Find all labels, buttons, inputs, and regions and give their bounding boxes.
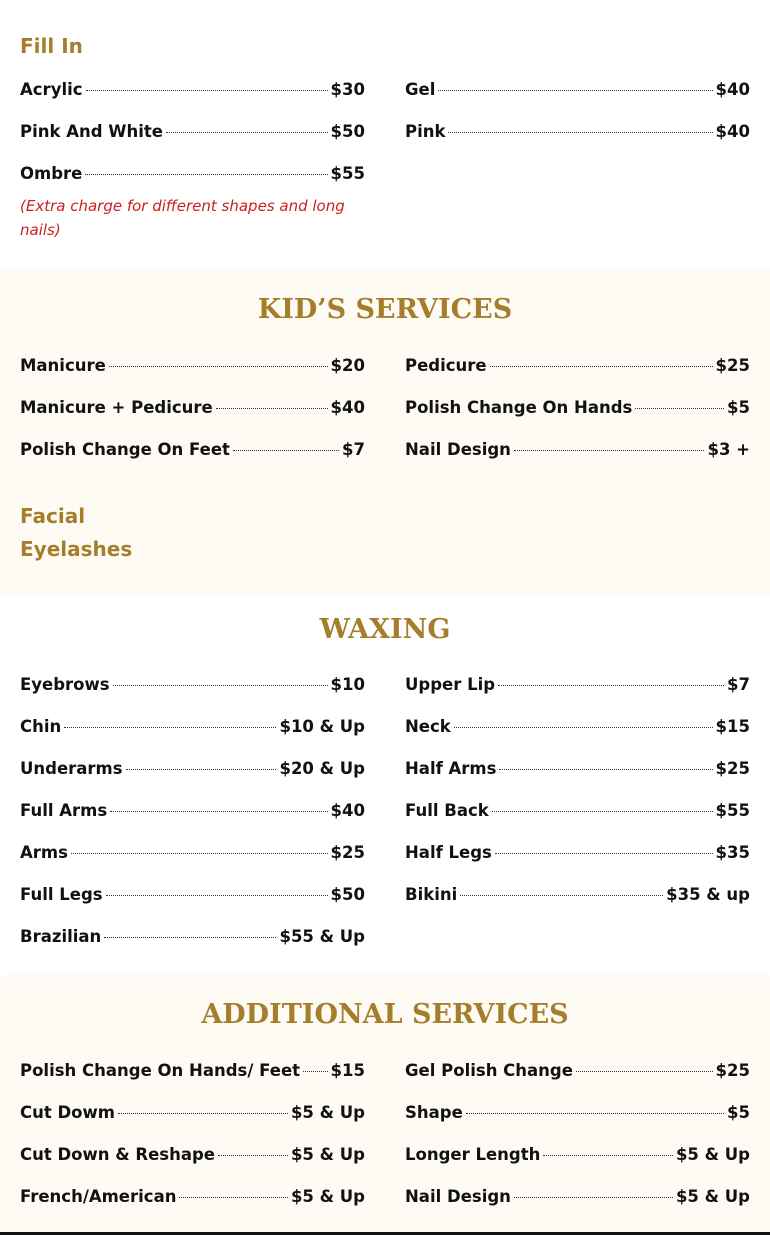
service-price: $5 & Up xyxy=(290,1103,365,1122)
dot-leader xyxy=(216,408,328,409)
service-name: Cut Down & Reshape xyxy=(20,1145,215,1164)
service-price: $40 xyxy=(330,801,365,820)
price-row xyxy=(405,440,750,464)
service-name: Gel xyxy=(405,80,436,99)
price-row xyxy=(20,356,365,380)
extra-charge-note: (Extra charge for different shapes and long nails) xyxy=(20,197,345,239)
service-name: Polish Change On Hands xyxy=(405,398,633,417)
service-price: $10 & Up xyxy=(279,717,365,736)
dot-leader xyxy=(64,727,276,728)
service-price: $50 xyxy=(330,885,365,904)
dot-leader xyxy=(85,174,327,175)
service-name: Underarms xyxy=(20,759,123,778)
service-price: $5 xyxy=(727,398,750,417)
dot-leader xyxy=(454,727,713,728)
service-price: $5 & Up xyxy=(290,1187,365,1206)
price-row xyxy=(405,122,750,146)
price-row xyxy=(405,717,750,741)
dot-leader xyxy=(110,811,327,812)
service-name: Upper Lip xyxy=(405,675,496,694)
price-row xyxy=(20,717,365,741)
price-row xyxy=(20,801,365,825)
price-row xyxy=(20,675,365,699)
service-name: Shape xyxy=(405,1103,463,1122)
service-name: Ombre xyxy=(20,164,83,183)
dot-leader xyxy=(71,853,328,854)
service-price: $25 xyxy=(330,843,365,862)
price-row xyxy=(20,164,365,188)
dot-leader xyxy=(109,366,328,367)
kids-services-title: KID’S SERVICES xyxy=(257,294,513,325)
price-row xyxy=(405,1187,750,1211)
service-price: $25 xyxy=(715,356,750,375)
service-price: $40 xyxy=(330,398,365,417)
service-name: Cut Dowm xyxy=(20,1103,115,1122)
service-price: $35 xyxy=(715,843,750,862)
dot-leader xyxy=(104,937,276,938)
service-price: $40 xyxy=(715,80,750,99)
service-name: Nail Design xyxy=(405,440,511,459)
price-row xyxy=(20,1061,365,1085)
price-row xyxy=(405,80,750,104)
service-price: $7 xyxy=(727,675,750,694)
service-price: $15 xyxy=(330,1061,365,1080)
price-row xyxy=(405,885,750,909)
waxing-title: WAXING xyxy=(319,614,451,645)
facial-heading: Facial xyxy=(20,504,86,528)
dot-leader xyxy=(233,450,339,451)
price-row xyxy=(20,80,365,104)
dot-leader xyxy=(576,1071,713,1072)
service-price: $40 xyxy=(715,122,750,141)
service-name: Full Back xyxy=(405,801,489,820)
service-name: Chin xyxy=(20,717,62,736)
dot-leader xyxy=(498,685,724,686)
service-price: $25 xyxy=(715,759,750,778)
service-price: $5 & Up xyxy=(675,1187,750,1206)
dot-leader xyxy=(499,769,712,770)
service-price: $25 xyxy=(715,1061,750,1080)
service-name: Arms xyxy=(20,843,68,862)
kids-services-section xyxy=(0,272,770,592)
service-name: Full Legs xyxy=(20,885,103,904)
service-name: Nail Design xyxy=(405,1187,511,1206)
price-row xyxy=(405,398,750,422)
service-price: $20 & Up xyxy=(279,759,365,778)
dot-leader xyxy=(438,90,712,91)
dot-leader xyxy=(118,1113,288,1114)
service-price: $30 xyxy=(330,80,365,99)
dot-leader xyxy=(448,132,712,133)
dot-leader xyxy=(635,408,724,409)
service-name: Eyebrows xyxy=(20,675,110,694)
service-name: Full Arms xyxy=(20,801,108,820)
fill-in-title: Fill In xyxy=(20,34,83,58)
dot-leader xyxy=(490,366,713,367)
service-name: Pink And White xyxy=(20,122,163,141)
service-name: French/American xyxy=(20,1187,177,1206)
service-name: Half Arms xyxy=(405,759,497,778)
price-row xyxy=(405,1103,750,1127)
dot-leader xyxy=(543,1155,673,1156)
price-row xyxy=(20,759,365,783)
fill-in-section xyxy=(0,0,770,270)
service-name: Manicure + Pedicure xyxy=(20,398,213,417)
price-row xyxy=(20,440,365,464)
service-price: $10 xyxy=(330,675,365,694)
dot-leader xyxy=(179,1197,287,1198)
service-price: $7 xyxy=(342,440,365,459)
service-price: $20 xyxy=(330,356,365,375)
dot-leader xyxy=(514,450,705,451)
service-price: $5 & Up xyxy=(675,1145,750,1164)
service-name: Pink xyxy=(405,122,446,141)
service-name: Half Legs xyxy=(405,843,492,862)
service-name: Neck xyxy=(405,717,451,736)
price-row xyxy=(405,1145,750,1169)
service-name: Manicure xyxy=(20,356,106,375)
dot-leader xyxy=(495,853,713,854)
service-name: Brazilian xyxy=(20,927,102,946)
service-price: $35 & up xyxy=(666,885,750,904)
eyelashes-heading: Eyelashes xyxy=(20,537,133,561)
dot-leader xyxy=(466,1113,724,1114)
service-price: $55 & Up xyxy=(279,927,365,946)
price-row xyxy=(20,122,365,146)
price-row xyxy=(20,1103,365,1127)
dot-leader xyxy=(514,1197,673,1198)
dot-leader xyxy=(460,895,663,896)
service-price: $3 + xyxy=(707,440,750,459)
price-row xyxy=(405,675,750,699)
dot-leader xyxy=(113,685,328,686)
service-price: $5 xyxy=(727,1103,750,1122)
dot-leader xyxy=(303,1071,328,1072)
service-price: $5 & Up xyxy=(290,1145,365,1164)
service-price: $55 xyxy=(330,164,365,183)
service-price: $55 xyxy=(715,801,750,820)
dot-leader xyxy=(492,811,713,812)
service-price: $50 xyxy=(330,122,365,141)
price-row xyxy=(20,398,365,422)
additional-services-section xyxy=(0,977,770,1232)
service-name: Pedicure xyxy=(405,356,487,375)
price-row xyxy=(405,356,750,380)
price-row xyxy=(405,843,750,867)
price-row xyxy=(20,1145,365,1169)
additional-services-title: ADDITIONAL SERVICES xyxy=(201,999,569,1030)
price-row xyxy=(405,801,750,825)
waxing-section xyxy=(0,592,770,977)
price-row xyxy=(20,843,365,867)
service-name: Polish Change On Feet xyxy=(20,440,230,459)
service-name: Acrylic xyxy=(20,80,83,99)
dot-leader xyxy=(218,1155,288,1156)
dot-leader xyxy=(106,895,328,896)
price-row xyxy=(20,927,365,951)
dot-leader xyxy=(86,90,328,91)
price-row xyxy=(405,1061,750,1085)
price-row xyxy=(20,1187,365,1211)
service-name: Polish Change On Hands/ Feet xyxy=(20,1061,301,1080)
service-price: $15 xyxy=(715,717,750,736)
service-name: Bikini xyxy=(405,885,458,904)
price-row xyxy=(20,885,365,909)
dot-leader xyxy=(166,132,328,133)
price-row xyxy=(405,759,750,783)
service-name: Longer Length xyxy=(405,1145,541,1164)
dot-leader xyxy=(126,769,277,770)
service-name: Gel Polish Change xyxy=(405,1061,573,1080)
